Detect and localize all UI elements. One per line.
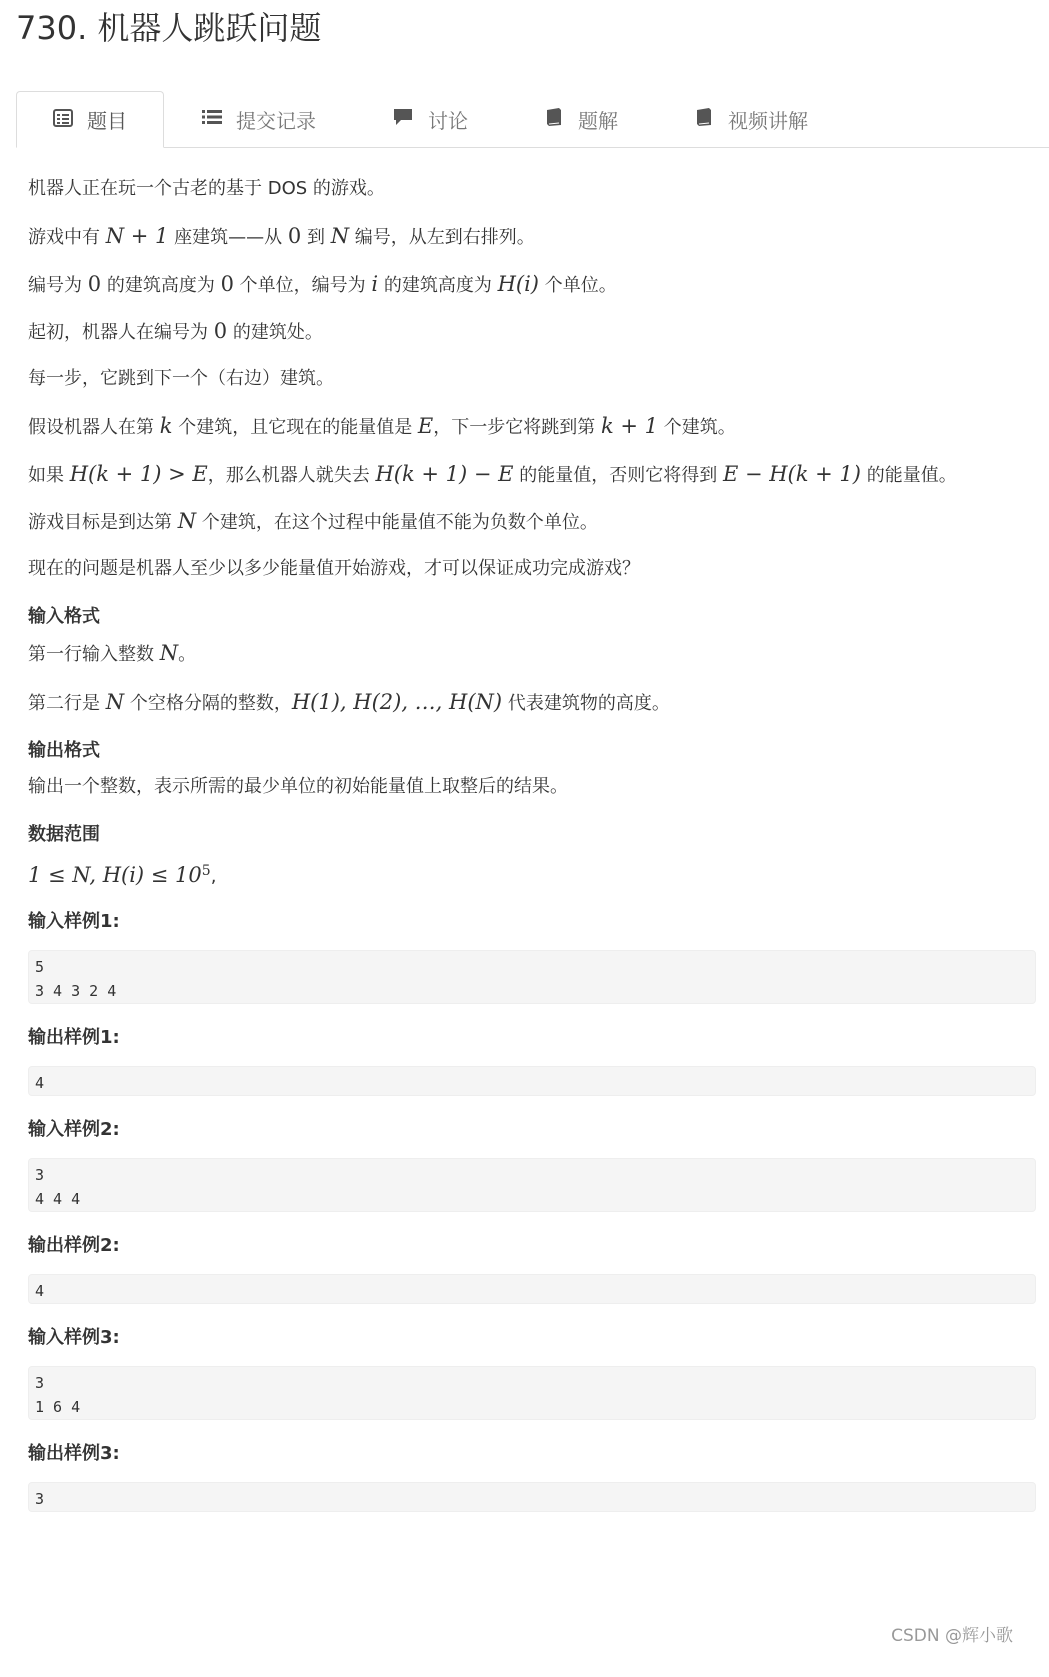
book-icon (544, 107, 564, 132)
math: H(i) (497, 272, 539, 296)
text: 第一行输入整数 (28, 644, 160, 665)
comment-icon (392, 107, 414, 132)
text: 。 (178, 644, 197, 665)
input-format-heading: 输入格式 (28, 606, 100, 627)
list-icon (202, 107, 222, 131)
math: H(1), H(2), …, H(N) (291, 690, 503, 714)
tab-solutions[interactable] (544, 91, 618, 147)
math: 0 (213, 319, 228, 343)
description-paragraph (28, 317, 323, 347)
description-paragraph: 每一步，它跳到下一个（右边）建筑。 (28, 368, 334, 389)
tab-label: 题解 (578, 108, 618, 133)
output-format-heading: 输出格式 (28, 740, 100, 761)
text: 到 (301, 227, 331, 248)
text: 的能量值，否则它将得到 (513, 465, 723, 486)
tab-discussion[interactable] (392, 91, 468, 147)
sample-output-2: 4 (28, 1274, 1036, 1304)
watermark: CSDN @辉小歌 (891, 1626, 1013, 1646)
sample-output-3: 3 (28, 1482, 1036, 1512)
math: H(k + 1) > E (69, 462, 208, 486)
sample-input-1: 5 3 4 3 2 4 (28, 950, 1036, 1004)
data-range-heading: 数据范围 (28, 824, 100, 845)
text: 起初，机器人在编号为 (28, 322, 214, 343)
math: 0 (220, 272, 234, 296)
math: k + 1 (601, 414, 659, 438)
text: 如果 (28, 465, 70, 486)
math: i (371, 272, 379, 296)
description-paragraph: 机器人正在玩一个古老的基于 DOS 的游戏。 (28, 178, 385, 199)
text: 游戏中有 (28, 227, 106, 248)
text: ，那么机器人就失去 (207, 465, 376, 486)
description-paragraph (28, 222, 535, 252)
tab-label: 讨论 (428, 108, 468, 133)
text: 游戏目标是到达第 (28, 512, 178, 533)
math: N (159, 641, 179, 665)
description-paragraph (28, 412, 736, 442)
sample-input-2-heading: 输入样例2: (28, 1119, 120, 1140)
math: 0 (87, 272, 102, 296)
text: 第二行是 (28, 693, 106, 714)
text: , (210, 866, 217, 887)
description-paragraph (28, 460, 957, 490)
book-icon (694, 107, 714, 132)
math: N (330, 224, 350, 248)
text: 的建筑高度为 (378, 275, 498, 296)
sample-output-1: 4 (28, 1066, 1036, 1096)
math: k (159, 414, 173, 438)
text: 假设机器人在第 (28, 417, 160, 438)
math: E (417, 414, 434, 438)
data-range-formula (28, 857, 216, 891)
tab-label: 题目 (87, 109, 127, 133)
text: 个建筑，且它现在的能量值是 (172, 417, 418, 438)
tab-label: 提交记录 (236, 108, 316, 133)
math: H(k + 1) − E (375, 462, 514, 486)
sample-input-2: 3 4 4 4 (28, 1158, 1036, 1212)
math: 0 (287, 224, 302, 248)
input-format-line (28, 688, 670, 718)
sample-output-1-heading: 输出样例1: (28, 1027, 120, 1048)
text: 编号为 (28, 275, 88, 296)
page-title: 730. 机器人跳跃问题 (16, 9, 322, 47)
output-format-text: 输出一个整数，表示所需的最少单位的初始能量值上取整后的结果。 (28, 776, 568, 797)
sample-input-1-heading: 输入样例1: (28, 911, 120, 932)
text: 编号，从左到右排列。 (349, 227, 535, 248)
sample-output-3-heading: 输出样例3: (28, 1443, 120, 1464)
tab-bar (16, 91, 1049, 148)
text: 座建筑——从 (168, 227, 288, 248)
input-format-line (28, 639, 196, 669)
math-superscript: 5 (201, 863, 211, 879)
text: 的建筑处。 (227, 322, 323, 343)
description-paragraph: 现在的问题是机器人至少以多少能量值开始游戏，才可以保证成功完成游戏？ (28, 558, 640, 579)
tab-label: 视频讲解 (728, 108, 808, 133)
text: 个单位。 (538, 275, 617, 296)
tab-submissions[interactable] (202, 91, 316, 147)
math: N (105, 690, 125, 714)
text: ，下一步它将跳到第 (433, 417, 601, 438)
text: 个建筑，在这个过程中能量值不能为负数个单位。 (196, 512, 598, 533)
sample-output-2-heading: 输出样例2: (28, 1235, 120, 1256)
math: N + 1 (105, 224, 169, 248)
text: 个空格分隔的整数， (124, 693, 292, 714)
text: 代表建筑物的高度。 (502, 693, 670, 714)
text: 个建筑。 (658, 417, 736, 438)
list-alt-icon (53, 108, 73, 132)
sample-input-3-heading: 输入样例3: (28, 1327, 120, 1348)
tab-problem[interactable] (16, 91, 164, 148)
sample-input-3: 3 1 6 4 (28, 1366, 1036, 1420)
description-paragraph (28, 270, 617, 300)
math: 1 ≤ N, H(i) ≤ 10 (28, 863, 202, 887)
text: 个单位，编号为 (233, 275, 372, 296)
text: 的建筑高度为 (101, 275, 221, 296)
math: E − H(k + 1) (722, 462, 861, 486)
text: 的能量值。 (860, 465, 957, 486)
description-paragraph (28, 507, 598, 537)
tab-video[interactable] (694, 91, 808, 147)
math: N (177, 509, 197, 533)
